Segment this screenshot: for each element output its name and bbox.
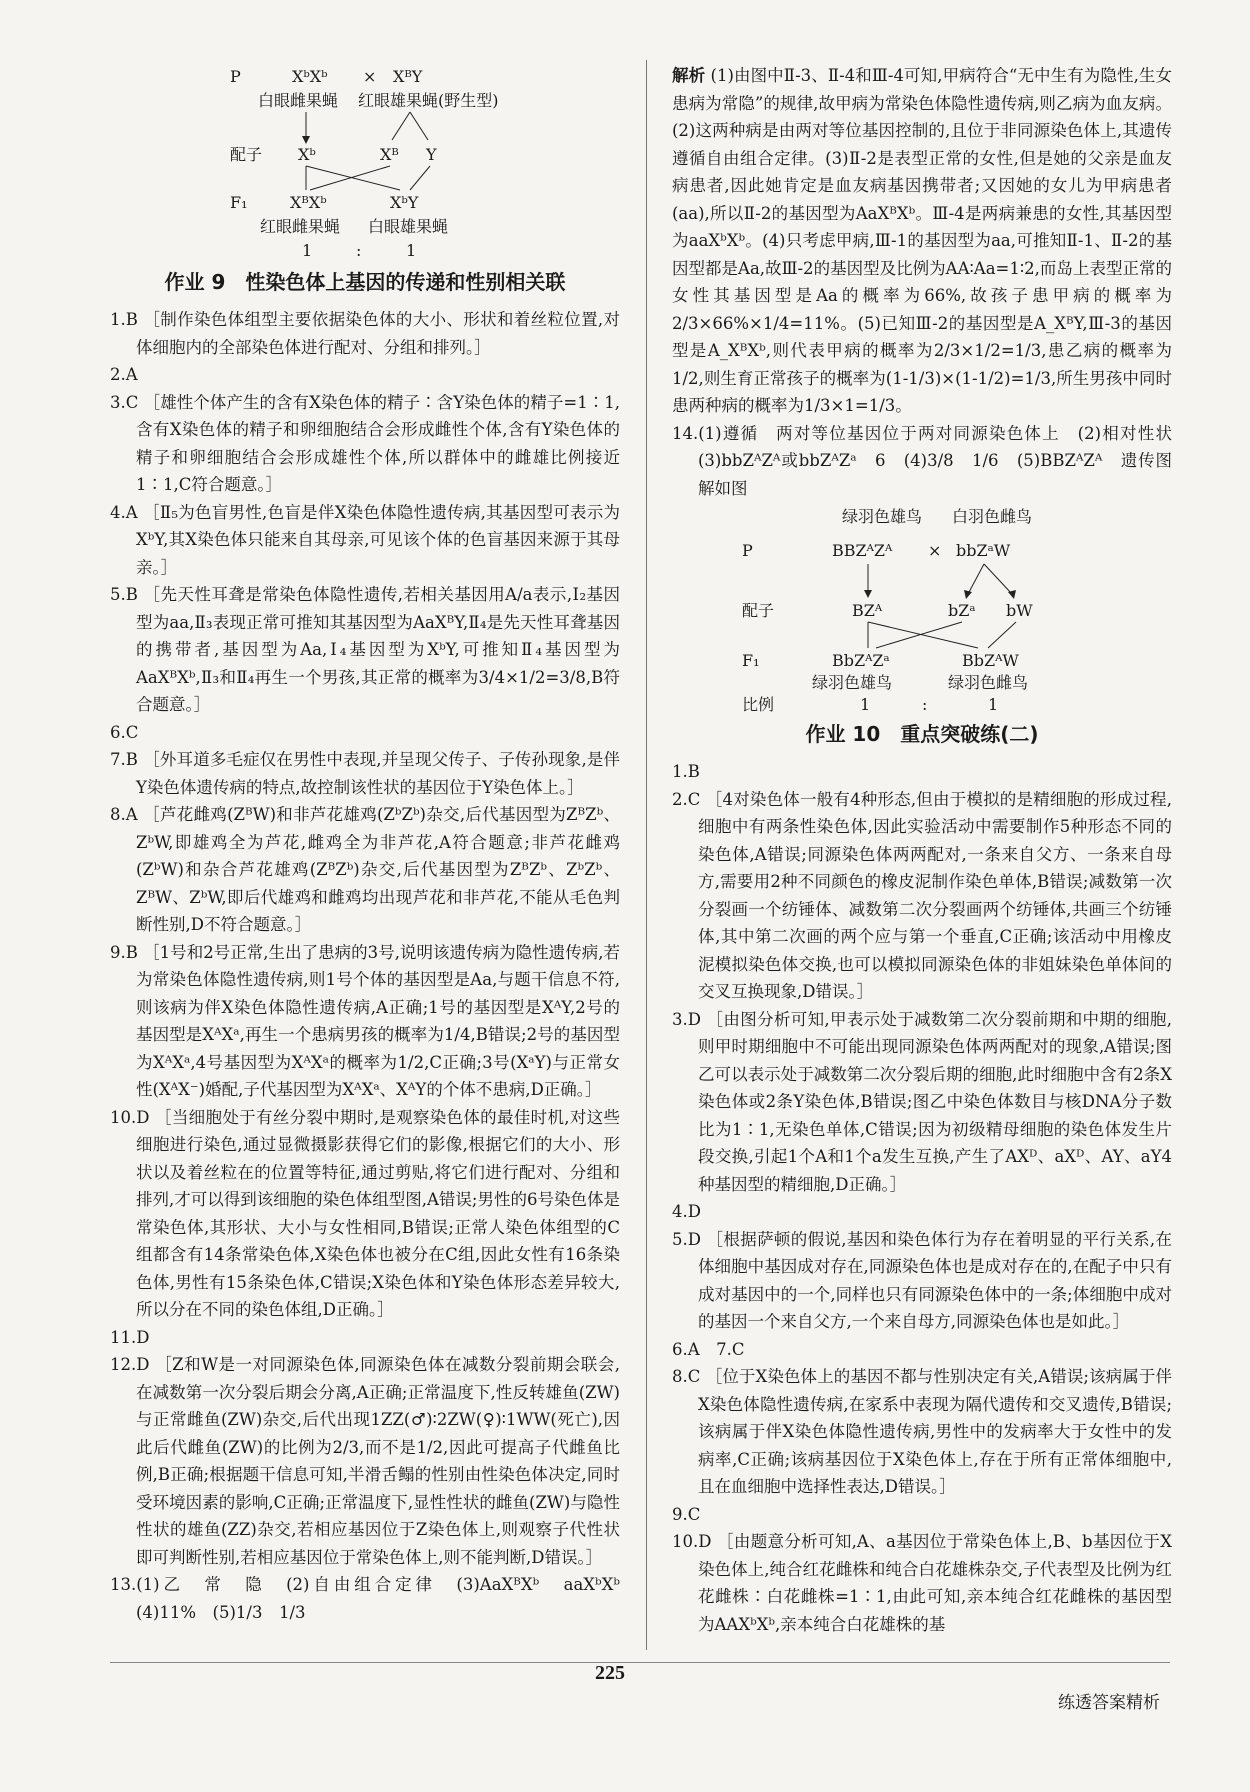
- cross2-times: ×: [928, 541, 942, 560]
- arrow-p-female-gamete-b: [984, 564, 1012, 594]
- cross2-f1-b-label: 绿羽色雌鸟: [948, 673, 1029, 692]
- cross2-f1-a-label: 绿羽色雄鸟: [812, 673, 893, 692]
- cross-gamete-3: Y: [426, 145, 437, 164]
- left-column: [110, 62, 637, 1626]
- cross-p-female: XᵇXᵇ: [292, 67, 328, 86]
- cross2-female-label: 白羽色雌鸟: [952, 507, 1033, 526]
- cross2-f1-b: BbZᴬW: [962, 651, 1019, 670]
- cross-ratio-1: 1: [302, 241, 313, 260]
- answer-item: 10.D ［当细胞处于有丝分裂中期时,是观察染色体的最佳时机,对这些细胞进行染色,通过显微摄影获得它们的影像,根据它们的大小、形状以及着丝粒在的位置等特征,通过剪贴,将它们进行配对、分组和排列,才可以得到该细胞的染色体组型图,A错误;男性的6号染色体是常染色体,其形状、大小与女性相同,B错误;正常人染色体组型的C组都含有14条常染色体,X染色体也被分在C组,因此女性有16条染色体,男性有15条染色体,C错误;X染色体和Y染色体形态差异较大,所以分在不同的染色体组,D正确。］: [110, 1107, 620, 1319]
- cross-p-label: P: [230, 67, 241, 86]
- cross-male-label: 红眼雄果蝇(野生型): [358, 91, 499, 110]
- analysis-label: 解析: [672, 66, 706, 85]
- genetic-cross-diagram-fruit-fly: [110, 62, 620, 260]
- answer-item: 1.B: [672, 762, 700, 781]
- cross2-p-male: BBZᴬZᴬ: [832, 541, 893, 560]
- book-title: 练透答案精析: [1058, 1693, 1160, 1713]
- cross2-gamete-2: bZᵃ: [948, 601, 976, 620]
- arrowhead: [302, 136, 310, 144]
- page-number: 225: [595, 1662, 625, 1684]
- analysis-text: (1)由图中Ⅱ-3、Ⅱ-4和Ⅲ-4可知,甲病符合“无中生有为隐性,生女患病为常隐”的规律,故甲病为常染色体隐性遗传病,则乙病为血友病。(2)这两种病是由两对等位基因控制的,且位于非同源染色体上,其遗传遵循自由组合定律。(3)Ⅱ-2是表型正常的女性,但是她的父亲是血友病患者,因此她肯定是血友病基因携带者;又因她的女儿为甲病患者(aa),所以Ⅱ-2的基因型为AaXᴮXᵇ。Ⅲ-4是两病兼患的女性,其基因型为aaXᵇXᵇ。(4)只考虑甲病,Ⅲ-1的基因型为aa,可推知Ⅱ-1、Ⅱ-2的基因型都是Aa,故Ⅲ-2的基因型及比例为AA∶Aa=1∶2,而岛上表型正常的女性其基因型是Aa的概率为66%,故孩子患甲病的概率为2/3×66%×1/4=11%。(5)已知Ⅲ-2的基因型是A_XᴮY,Ⅲ-3的基因型是A_XᴮXᵇ,则代表甲病的概率为2/3×1/2=1/3,患乙病的概率为1/2,则生育正常孩子的概率为(1-1/3)×(1-1/2)=1/3,所生男孩中同时患两种病的概率为1/3×1=1/3。: [672, 66, 1173, 415]
- answer-item: 12.D ［Z和W是一对同源染色体,同源染色体在减数分裂前期会联会,在减数第一次分裂后期会分离,A正确;正常温度下,性反转雄鱼(ZW)与正常雌鱼(ZW)杂交,后代出现1ZZ(♂)∶2ZW(♀)∶1WW(死亡),因此后代雌鱼(ZW)的比例为2/3,而不是1/2,因此可提高子代雌鱼比例,B正确;根据题干信息可知,半滑舌鳎的性别由性染色体决定,同时受环境因素的影响,C正确;正常温度下,显性性状的雌鱼(ZW)与隐性性状的雄鱼(ZZ)杂交,若相应基因位于Z染色体上,则观察子代性状即可判断性别,若相应基因位于常染色体上,则不能判断,D错误。］: [110, 1355, 620, 1567]
- section-heading-assignment-9: 作业 9 性染色体上基因的传递和性别相关联: [164, 270, 566, 294]
- answer-item: 5.D ［根据萨顿的假说,基因和染色体行为存在着明显的平行关系,在体细胞中基因成对存在,同源染色体也是成对存在的,在配子中只有成对基因中的一个,同样也只有同源染色体中的一条;体细胞中成对的基因一个来自父方,一个来自母方,同源染色体也是如此。］: [672, 1229, 1172, 1331]
- cross2-gamete-label: 配子: [742, 601, 775, 620]
- cross2-ratio-label: 比例: [742, 695, 775, 712]
- answer-item: 1.B ［制作染色体组型主要依据染色体的大小、形状和着丝粒位置,对体细胞内的全部染色体进行配对、分组和排列。］: [110, 310, 620, 357]
- section-heading-assignment-10: 作业 10 重点突破练(二): [805, 722, 1039, 746]
- arrow-p-male-gamete-y: [410, 112, 428, 140]
- line-g3-f1b: [988, 622, 1016, 648]
- cross-f1-label: F₁: [230, 193, 248, 212]
- answer-item: 3.C ［雄性个体产生的含有X染色体的精子∶含Y染色体的精子=1∶1,含有X染色体的精子和卵细胞结合会形成雌性个体,含有Y染色体的精子和卵细胞结合会形成雄性个体,所以群体中的雌雄比例接近1∶1,C符合题意。］: [110, 392, 620, 494]
- cross-f1-b: XᵇY: [390, 193, 419, 212]
- cross2-gamete-1: BZᴬ: [852, 601, 883, 620]
- cross-p-male: XᴮY: [393, 67, 423, 86]
- answer-item: 4.A ［Ⅱ₅为色盲男性,色盲是伴X染色体隐性遗传病,其基因型可表示为XᵇY,其X染色体只能来自其母亲,可见该个体的色盲基因来源于其母亲。］: [110, 502, 620, 577]
- answer-item: 2.C ［4对染色体一般有4种形态,但由于模拟的是精细胞的形成过程,细胞中有两条性染色体,因此实验活动中需要制作5种形态不同的染色体,A错误;同源染色体两两配对,一条来自父方、一条来自母方,需要用2种不同颜色的橡皮泥制作染色单体,B错误;减数第一次分裂画一个纺锤体、减数第二次分裂画两个纺锤体,共画三个纺锤体,其中第二次画的两个应与第一个垂直,C正确;该活动中用橡皮泥模拟染色体交换,也可以模拟同源染色体的非姐妹染色单体间的交叉互换现象,D错误。］: [672, 789, 1172, 1001]
- answer-item: 11.D: [110, 1327, 150, 1347]
- arrowhead: [964, 590, 972, 599]
- answer-item: 10.D ［由题意分析可知,A、a基因位于常染色体上,B、b基因位于X染色体上,纯合红花雌株和纯合白花雄株杂交,子代表型及比例为红花雌株∶白花雌株=1∶1,由此可知,亲本纯合红花雌株的基因型为AAXᵇXᵇ,亲本纯合白花雄株的基: [672, 1532, 1172, 1634]
- line-g3-f1b: [410, 166, 430, 190]
- answer-item: 9.B ［1号和2号正常,生出了患病的3号,说明该遗传病为隐性遗传病,若为常染色体隐性遗传病,则1号个体的基因型是Aa,与题干信息不符,则该病为伴X染色体隐性遗传病,A正确;1号的基因型是XᴬY,2号的基因型是XᴬXᵃ,再生一个患病男孩的概率为1/4,B错误;2号的基因型为XᴬXᵃ,4号基因型为XᴬXᵃ的概率为1/2,C正确;3号(XᵃY)与正常女性(XᴬX⁻)婚配,子代基因型为XᴬXᵃ、XᴬY的个体不患病,D正确。］: [110, 942, 620, 1099]
- arrow-p-female-gamete-a: [968, 564, 984, 594]
- answer-item: 2.A: [110, 365, 138, 384]
- cross-gamete-2: Xᴮ: [380, 145, 399, 164]
- cross2-f1-label: F₁: [742, 651, 760, 670]
- cross2-ratio-1: 1: [860, 695, 871, 712]
- cross-diagram-svg: [672, 502, 1172, 712]
- arrowhead: [864, 590, 872, 598]
- cross-f1-a: XᴮXᵇ: [290, 193, 327, 212]
- right-column: [672, 62, 1189, 1638]
- cross2-ratio-2: 1: [988, 695, 999, 712]
- cross2-p-female: bbZᵃW: [956, 541, 1011, 560]
- answer-item: 4.D: [672, 1202, 701, 1221]
- answer-item: 9.C: [672, 1504, 701, 1524]
- cross2-f1-a: BbZᴬZᵃ: [832, 651, 890, 670]
- answer-item: 5.B ［先天性耳聋是常染色体隐性遗传,若相关基因用A/a表示,Ⅰ₂基因型为aa,Ⅱ₃表现正常可推知其基因型为AaXᴮY,Ⅱ₄是先天性耳聋基因的携带者,基因型为Aa,Ⅰ₄基因型为XᵇY,可推知Ⅱ₄基因型为AaXᴮXᵇ,Ⅱ₃和Ⅱ₄再生一个男孩,其正常的概率为3/4×1/2=3/8,B符合题意。］: [110, 585, 620, 714]
- answer-item: 3.D ［由图分析可知,甲表示处于减数第二次分裂前期和中期的细胞,则甲时期细胞中不可能出现同源染色体两两配对的现象,A错误;图乙可以表示处于减数第二次分裂后期的细胞,此时细胞中含有2条X染色体或2条Y染色体,B错误;图乙中染色体数目与核DNA分子数比为1∶1,无染色单体,C错误;因为初级精母细胞的染色体发生片段交换,引起1个A和1个a发生互换,产生了AXᴰ、aXᴰ、AY、aY4种基因型的精细胞,D正确。］: [672, 1009, 1172, 1194]
- line-g1-f1b: [306, 166, 400, 190]
- answer-item: 7.B ［外耳道多毛症仅在男性中表现,并呈现父传子、子传孙现象,是伴Y染色体遗传病的特点,故控制该性状的基因位于Y染色体上。］: [110, 750, 620, 797]
- answer-item-14: 14.(1)遵循 两对等位基因位于两对同源染色体上 (2)相对性状 (3)bbZᴬZᴬ或bbZᴬZᵃ 6 (4)3/8 1/6 (5)BBZᴬZᴬ 遗传图解如图: [672, 423, 1189, 498]
- cross2-gamete-3: bW: [1006, 601, 1033, 620]
- cross-times: ×: [363, 67, 377, 86]
- cross-gamete-1: Xᵇ: [298, 145, 316, 164]
- cross-diagram-svg: [110, 62, 620, 260]
- genetic-cross-diagram-bird: [672, 502, 1172, 712]
- cross-gamete-label: 配子: [230, 145, 263, 164]
- line-g2-f1a: [876, 622, 962, 648]
- answer-item: 8.C ［位于X染色体上的基因不都与性别决定有关,A错误;该病属于伴X染色体隐性遗传病,在家系中表现为隔代遗传和交叉遗传,B错误;该病属于伴X染色体隐性遗传病,男性中的发病率大于女性中的发病率,C正确;该病基因位于X染色体上,存在于所有正常体细胞中,且在血细胞中选择性表达,D错误。］: [672, 1367, 1172, 1496]
- cross-f1-a-label: 红眼雌果蝇: [260, 217, 341, 236]
- footer-rule: [110, 1662, 1170, 1663]
- analysis-paragraph: [672, 62, 1172, 420]
- cross-f1-b-label: 白眼雄果蝇: [368, 217, 449, 236]
- cross-female-label: 白眼雌果蝇: [258, 91, 339, 110]
- cross2-ratio-colon: :: [922, 695, 928, 712]
- answer-item: 6.C: [110, 722, 139, 742]
- answer-item: 8.A ［芦花雌鸡(ZᴮW)和非芦花雄鸡(ZᵇZᵇ)杂交,后代基因型为ZᴮZᵇ、ZᵇW,即雄鸡全为芦花,雌鸡全为非芦花,A符合题意;非芦花雌鸡(ZᵇW)和杂合芦花雄鸡(ZᴮZᵇ)杂交,后代基因型为ZᴮZᵇ、ZᵇZᵇ、ZᴮW、ZᵇW,即后代雄鸡和雌鸡均出现芦花和非芦花,不能从毛色判断性别,D不符合题意。］: [110, 805, 620, 934]
- cross-ratio-2: 1: [406, 241, 417, 260]
- answer-item: 6.A 7.C: [672, 1339, 745, 1359]
- column-divider: [646, 60, 647, 1650]
- line-g1-f1b: [868, 622, 978, 648]
- arrow-p-male-gamete-b: [392, 112, 410, 140]
- cross2-p-label: P: [742, 541, 753, 560]
- cross-ratio-colon: :: [356, 241, 362, 260]
- cross2-male-label: 绿羽色雄鸟: [842, 507, 923, 526]
- answer-item: 13.(1)乙 常 隐 (2)自由组合定律 (3)AaXᴮXᵇ aaXᵇXᵇ (4)11% (5)1/3 1/3: [110, 1575, 637, 1622]
